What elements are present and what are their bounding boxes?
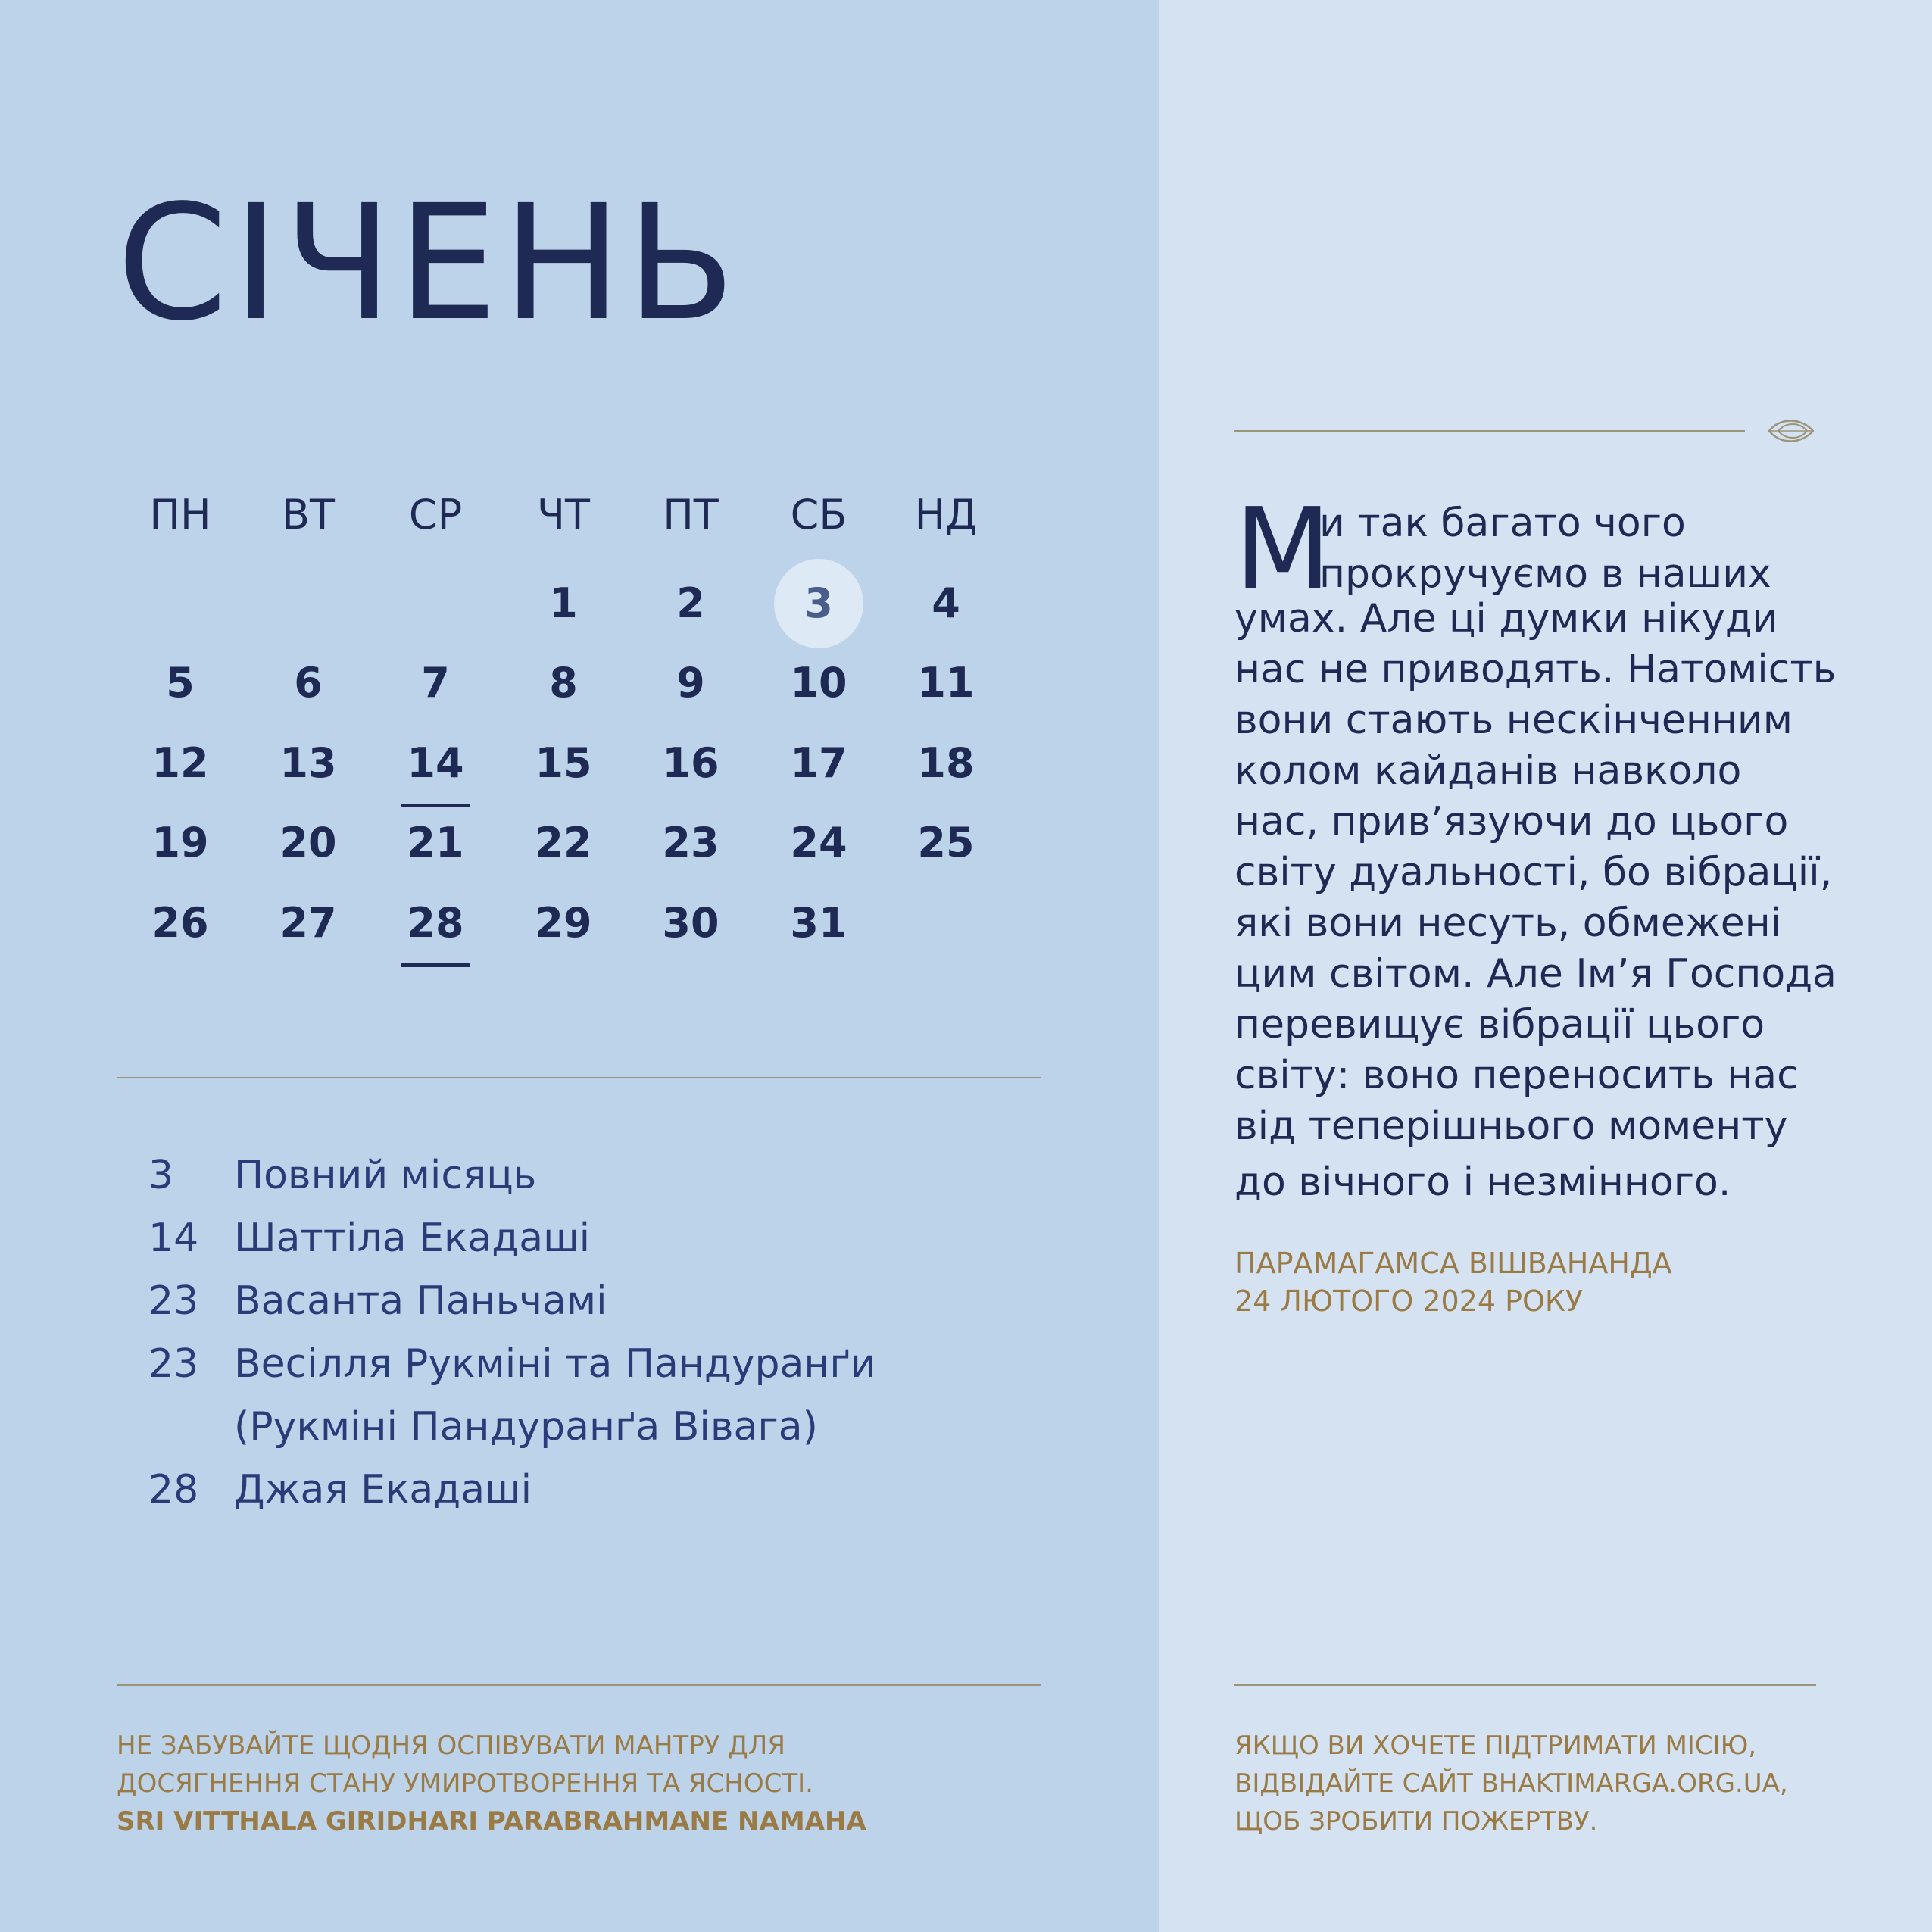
- calendar-day: [500, 563, 627, 643]
- day-number: 27: [279, 899, 337, 947]
- calendar-day: [755, 723, 882, 803]
- calendar-day: [882, 563, 1010, 643]
- calendar-day: [372, 643, 499, 723]
- calendar-day: [882, 803, 1010, 882]
- day-number: 7: [421, 659, 450, 707]
- day-number: 28: [407, 899, 464, 947]
- event-day: 3: [148, 1153, 174, 1198]
- event-day: 23: [148, 1341, 199, 1387]
- ekadashi-underline: [401, 963, 470, 967]
- day-number: 16: [662, 739, 719, 787]
- quote-line: и так багато чого: [1319, 501, 1686, 546]
- day-number: 4: [932, 579, 960, 627]
- donation-line: ВІДВІДАЙТЕ САЙТ BHAKTIMARGA.ORG.UA,: [1234, 1768, 1788, 1799]
- calendar-day: [755, 643, 882, 723]
- quote-line: цим світом. Але Ім’я Господа: [1234, 951, 1837, 997]
- day-number: 13: [279, 739, 337, 787]
- quote-dropcap: М: [1234, 484, 1331, 614]
- quote-author: ПАРАМАГАМСА ВІШВАНАНДА: [1234, 1247, 1672, 1280]
- calendar-day: [500, 643, 627, 723]
- event-name: Повний місяць: [234, 1153, 537, 1198]
- day-number: 22: [535, 819, 592, 866]
- calendar-day: [627, 643, 754, 723]
- quote-line: колом кайданів навколо: [1234, 748, 1742, 794]
- calendar-day: [117, 643, 244, 723]
- event-item: [148, 1333, 1042, 1459]
- day-number: 23: [662, 819, 719, 866]
- calendar-day: [500, 803, 627, 882]
- day-number: 5: [166, 659, 195, 707]
- reminder-line: ДОСЯГНЕННЯ СТАНУ УМИРОТВОРЕННЯ ТА ЯСНОСТІ.: [117, 1768, 813, 1799]
- calendar-day: [882, 643, 1010, 723]
- quote-line: перевищує вібрації цього: [1234, 1002, 1765, 1047]
- day-number: 8: [549, 659, 578, 707]
- reminder-line: НЕ ЗАБУВАЙТЕ ЩОДНЯ ОСПІВУВАТИ МАНТРУ ДЛЯ: [117, 1731, 785, 1761]
- lotus-leaf-ornament-icon: [1766, 414, 1816, 448]
- day-number: 29: [535, 899, 592, 947]
- donation-note: [1234, 1727, 1856, 1840]
- quote-line: нас не приводять. Натомість: [1234, 647, 1837, 692]
- weekday-tue: ВТ: [281, 491, 336, 538]
- calendar-day: [627, 563, 754, 643]
- calendar-day: [755, 883, 882, 963]
- quote-line: прокручуємо в наших: [1319, 551, 1771, 597]
- day-number: 24: [790, 819, 847, 866]
- footer-left-divider: [117, 1684, 1041, 1686]
- weekday-sat: СБ: [790, 491, 847, 538]
- quote-line: вони стають нескінченним: [1234, 698, 1793, 743]
- quote-line: нас, прив’язуючи до цього: [1234, 799, 1789, 844]
- day-number: 11: [917, 659, 975, 707]
- calendar-day: [117, 883, 244, 963]
- quote-line: які вони несуть, обмежені: [1234, 900, 1782, 946]
- day-number: 14: [407, 739, 464, 787]
- event-day: 14: [148, 1216, 199, 1261]
- donation-line: ЩОБ ЗРОБИТИ ПОЖЕРТВУ.: [1234, 1806, 1598, 1837]
- weekday-mon: ПН: [149, 491, 211, 538]
- quote-attribution: [1234, 1244, 1840, 1320]
- event-day: 23: [148, 1278, 199, 1324]
- day-number: 31: [790, 899, 847, 947]
- calendar-day: [372, 723, 499, 803]
- weekday-header-row: [0, 485, 1060, 545]
- weekday-wed: СР: [408, 491, 463, 538]
- quote-line: від теперішнього моменту: [1234, 1103, 1788, 1149]
- day-number: 12: [151, 739, 209, 787]
- calendar-day: [627, 883, 754, 963]
- day-number: 6: [294, 659, 323, 707]
- calendar-day: [117, 723, 244, 803]
- calendar-day: [245, 643, 372, 723]
- weekday-thu: ЧТ: [536, 491, 590, 538]
- quote-line: світу: воно переносить нас: [1234, 1053, 1799, 1098]
- month-title: СІЧЕНЬ: [117, 170, 741, 356]
- day-number: 18: [917, 739, 975, 787]
- event-name: Весілля Рукміні та Пандуранґи (Рукміні Пандуранґа Вівага): [234, 1341, 876, 1450]
- day-number: 10: [790, 659, 847, 707]
- calendar-divider: [117, 1077, 1041, 1078]
- day-number: 2: [676, 579, 705, 627]
- calendar-day: [627, 803, 754, 882]
- quote-line: до вічного і незмінного.: [1234, 1160, 1731, 1205]
- calendar-day: [500, 723, 627, 803]
- day-number: 9: [676, 659, 705, 707]
- event-name: Васанта Паньчамі: [234, 1278, 607, 1324]
- calendar-day: [117, 803, 244, 882]
- calendar-day: [372, 883, 499, 963]
- calendar-day: [755, 803, 882, 882]
- event-item: [148, 1144, 1042, 1207]
- calendar-day: [245, 803, 372, 882]
- mantra-reminder: [117, 1727, 1063, 1840]
- calendar-day: [372, 803, 499, 882]
- day-number: 17: [790, 739, 847, 787]
- quote-line: умах. Але ці думки нікуди: [1234, 596, 1778, 641]
- calendar-day: [627, 723, 754, 803]
- day-number: 3: [804, 579, 833, 627]
- calendar-day: [755, 563, 882, 643]
- quote-date: 24 ЛЮТОГО 2024 РОКУ: [1234, 1284, 1584, 1318]
- day-number: 20: [279, 819, 337, 866]
- events-list: [148, 1144, 1042, 1522]
- quote-ornament-line: [1234, 430, 1745, 432]
- weekday-sun: НД: [914, 491, 978, 538]
- calendar-day: [245, 723, 372, 803]
- quote-line: світу дуальності, бо вібрації,: [1234, 850, 1833, 895]
- event-day: 28: [148, 1467, 199, 1512]
- day-number: 21: [407, 819, 464, 866]
- donation-line: ЯКЩО ВИ ХОЧЕТЕ ПІДТРИМАТИ МІСІЮ,: [1234, 1731, 1757, 1761]
- event-item: [148, 1459, 1042, 1522]
- day-number: 15: [535, 739, 592, 787]
- calendar-day: [882, 723, 1010, 803]
- footer-right-divider: [1234, 1684, 1816, 1686]
- weekday-fri: ПТ: [663, 491, 719, 538]
- day-number: 19: [151, 819, 209, 866]
- event-item: [148, 1270, 1042, 1333]
- event-name: Шаттіла Екадаші: [234, 1216, 591, 1261]
- calendar-day: [500, 883, 627, 963]
- quote-block: [1234, 484, 1837, 1208]
- day-number: 1: [549, 579, 578, 627]
- day-number: 30: [662, 899, 719, 947]
- calendar-day: [245, 883, 372, 963]
- day-number: 26: [151, 899, 209, 947]
- mantra-text: SRI VITTHALA GIRIDHARI PARABRAHMANE NAMAHA: [117, 1806, 866, 1837]
- day-number: 25: [917, 819, 975, 866]
- event-item: [148, 1207, 1042, 1270]
- event-name: Джая Екадаші: [234, 1467, 532, 1512]
